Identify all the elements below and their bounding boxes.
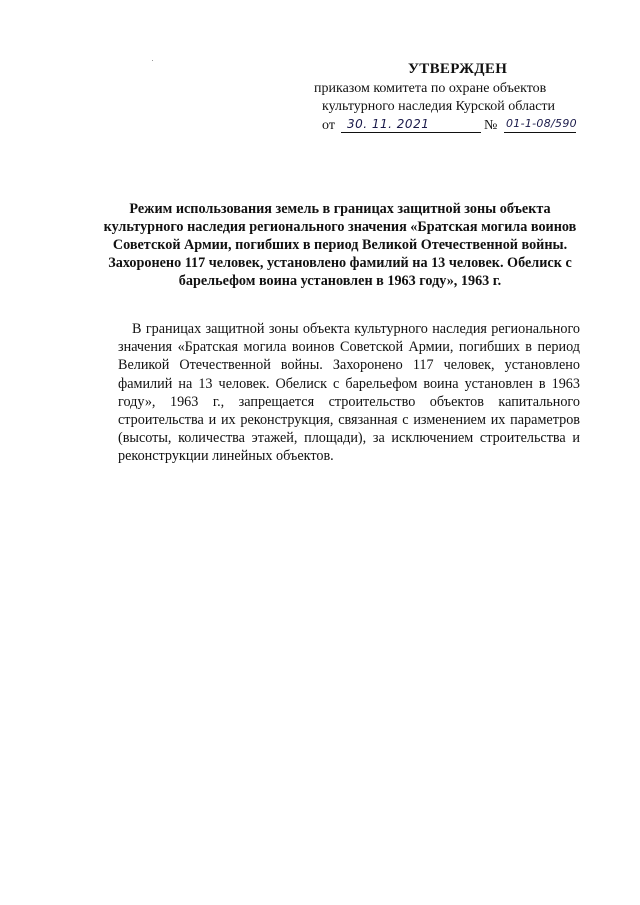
- approval-stamp-block: [308, 60, 598, 137]
- number-sign-label: №: [484, 118, 498, 133]
- handwritten-date: 30. 11. 2021: [341, 117, 481, 133]
- approval-title: УТВЕРЖДЕН: [408, 61, 508, 77]
- handwritten-order-number: 01-1-08/590: [504, 117, 576, 133]
- date-from-label: от: [322, 118, 335, 133]
- document-title: Режим использования земель в границах защитной зоны объекта культурного наследия регионального значения «Братская могила воинов Советской Армии, погибших в период Великой Отечественной войны. Захоронено 117 человек, установлено фамилий на 13 человек. Обелиск с барельефом воина установлен в 1963 году», 1963 г.: [103, 201, 577, 289]
- approval-committee-line: культурного наследия Курской области: [322, 99, 556, 114]
- approval-order-line: приказом комитета по охране объектов: [314, 81, 547, 96]
- scan-speck: [152, 60, 153, 61]
- approval-date-number-line: [308, 117, 598, 137]
- document-body-paragraph: В границах защитной зоны объекта культурного наследия регионального значения «Братская могила воинов Советской Армии, погибших в период Великой Отечественной войны. Захоронено 117 человек, установлено фамилий на 13 человек. Обелиск с барельефом воина установлен в 1963 году», 1963 г., запрещается строительство объектов капитального строительства и их реконструкция, связанная с изменением их параметров (высоты, количества этажей, площади), за исключением строительства и реконструкции линейных объектов.: [118, 321, 580, 465]
